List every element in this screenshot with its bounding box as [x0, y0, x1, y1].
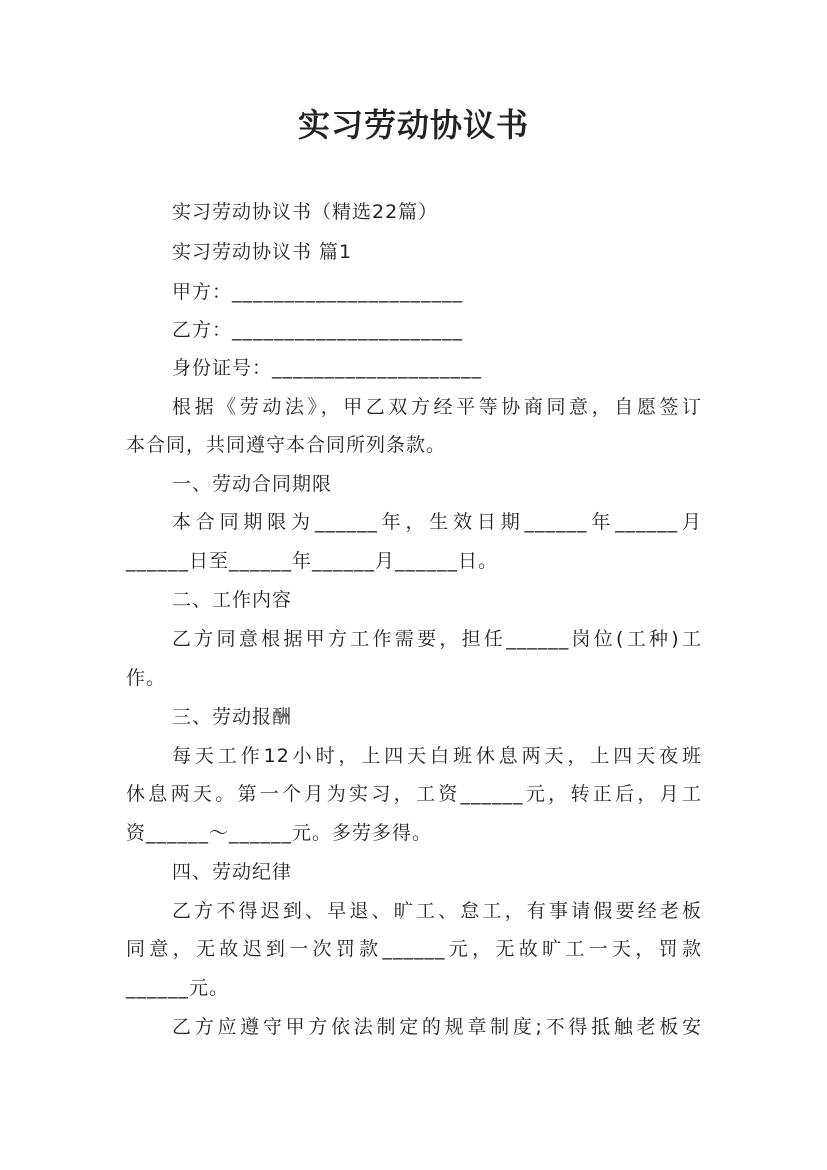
doc-line: 身份证号：____________________ — [172, 357, 483, 379]
doc-line: 乙方应遵守甲方依法制定的规章制度;不得抵触老板安 — [172, 1016, 702, 1038]
doc-line: ______日至______年______月______日。 — [126, 550, 499, 572]
doc-line: 四、劳动纪律 — [172, 861, 293, 883]
document-title: 实习劳动协议书 — [297, 106, 529, 144]
doc-line: 乙方不得迟到、早退、旷工、怠工，有事请假要经老板 — [172, 900, 702, 922]
doc-line: 乙方：______________________ — [172, 319, 464, 341]
doc-line: 甲方：______________________ — [172, 281, 464, 303]
doc-line: 本合同，共同遵守本合同所列条款。 — [126, 434, 447, 456]
doc-line: 一、劳动合同期限 — [172, 473, 333, 495]
doc-line: 乙方同意根据甲方工作需要，担任______岗位(工种)工 — [172, 628, 702, 650]
doc-line: 休息两天。第一个月为实习，工资______元，转正后，月工 — [126, 783, 702, 805]
doc-line: 本合同期限为______年，生效日期______年______月 — [172, 511, 702, 533]
doc-line: 实习劳动协议书（精选22篇） — [172, 201, 439, 223]
doc-line: 三、劳动报酬 — [172, 706, 293, 728]
doc-line: 同意，无故迟到一次罚款______元，无故旷工一天，罚款 — [126, 938, 702, 960]
doc-line: 作。 — [126, 667, 167, 689]
doc-line: 实习劳动协议书 篇1 — [172, 241, 353, 263]
doc-line: ______元。 — [126, 977, 230, 999]
doc-line: 每天工作12小时，上四天白班休息两天，上四天夜班 — [172, 745, 702, 767]
doc-line: 资______～______元。多劳多得。 — [126, 822, 433, 844]
doc-line: 根据《劳动法》，甲乙双方经平等协商同意，自愿签订 — [172, 396, 702, 418]
doc-line: 二、工作内容 — [172, 589, 293, 611]
